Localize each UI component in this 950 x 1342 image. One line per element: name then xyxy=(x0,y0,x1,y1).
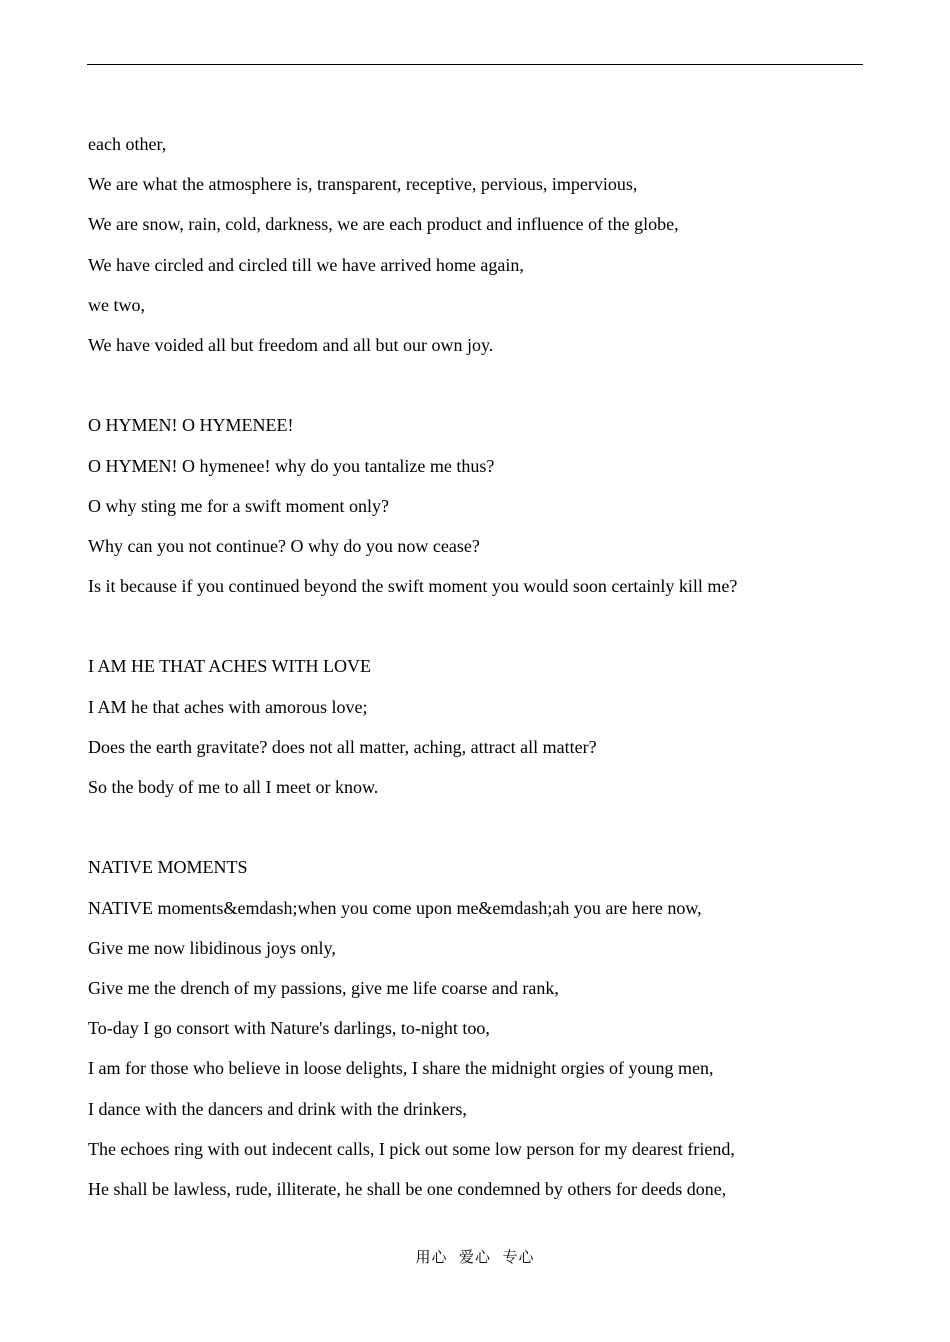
poem-line: Is it because if you continued beyond the swift moment you would soon certainly kill me? xyxy=(88,576,738,597)
stanza-spacer xyxy=(88,606,878,646)
header-rule xyxy=(87,64,863,65)
poem-title: O HYMEN! O HYMENEE! xyxy=(88,415,294,436)
poem-line: We are what the atmosphere is, transparent, receptive, pervious, impervious, xyxy=(88,174,638,195)
poem-line: NATIVE moments&emdash;when you come upon me&emdash;ah you are here now, xyxy=(88,897,702,918)
poem-hymen xyxy=(88,405,878,606)
poem-line: Why can you not continue? O why do you now cease? xyxy=(88,535,480,556)
stanza-spacer xyxy=(88,365,878,405)
poem-line: we two, xyxy=(88,294,145,315)
poem-line: We have voided all but freedom and all but our own joy. xyxy=(88,334,494,355)
poem-line: O HYMEN! O hymenee! why do you tantalize me thus? xyxy=(88,455,495,476)
poem-line: I AM he that aches with amorous love; xyxy=(88,696,368,717)
poem-line: I am for those who believe in loose delights, I share the midnight orgies of young men, xyxy=(88,1058,714,1079)
poem-aches xyxy=(88,646,878,807)
poem-native xyxy=(88,847,878,1209)
poem-title: NATIVE MOMENTS xyxy=(88,857,248,878)
poem-line: We are snow, rain, cold, darkness, we are each product and influence of the globe, xyxy=(88,214,679,235)
poem-line: O why sting me for a swift moment only? xyxy=(88,495,389,516)
poem-line: So the body of me to all I meet or know. xyxy=(88,777,379,797)
stanza-spacer xyxy=(88,807,878,847)
poem-line: To-day I go consort with Nature's darlings, to-night too, xyxy=(88,1018,490,1039)
poem-line: Give me now libidinous joys only, xyxy=(88,937,336,958)
poem-line: Give me the drench of my passions, give me life coarse and rank, xyxy=(88,977,559,998)
poem-line: Does the earth gravitate? does not all matter, aching, attract all matter? xyxy=(88,736,597,757)
page-body xyxy=(88,124,878,1209)
page-footer: 用心 爱心 专心 xyxy=(415,1248,535,1266)
poem-line: I dance with the dancers and drink with the drinkers, xyxy=(88,1098,467,1119)
poem-line: each other, xyxy=(88,134,167,154)
poem-line: We have circled and circled till we have arrived home again, xyxy=(88,254,524,275)
poem-line: The echoes ring with out indecent calls, I pick out some low person for my dearest friend, xyxy=(88,1138,735,1159)
poem-title: I AM HE THAT ACHES WITH LOVE xyxy=(88,656,371,677)
poem-continuation xyxy=(88,124,878,365)
poem-line: He shall be lawless, rude, illiterate, he shall be one condemned by others for deeds done, xyxy=(88,1178,727,1199)
